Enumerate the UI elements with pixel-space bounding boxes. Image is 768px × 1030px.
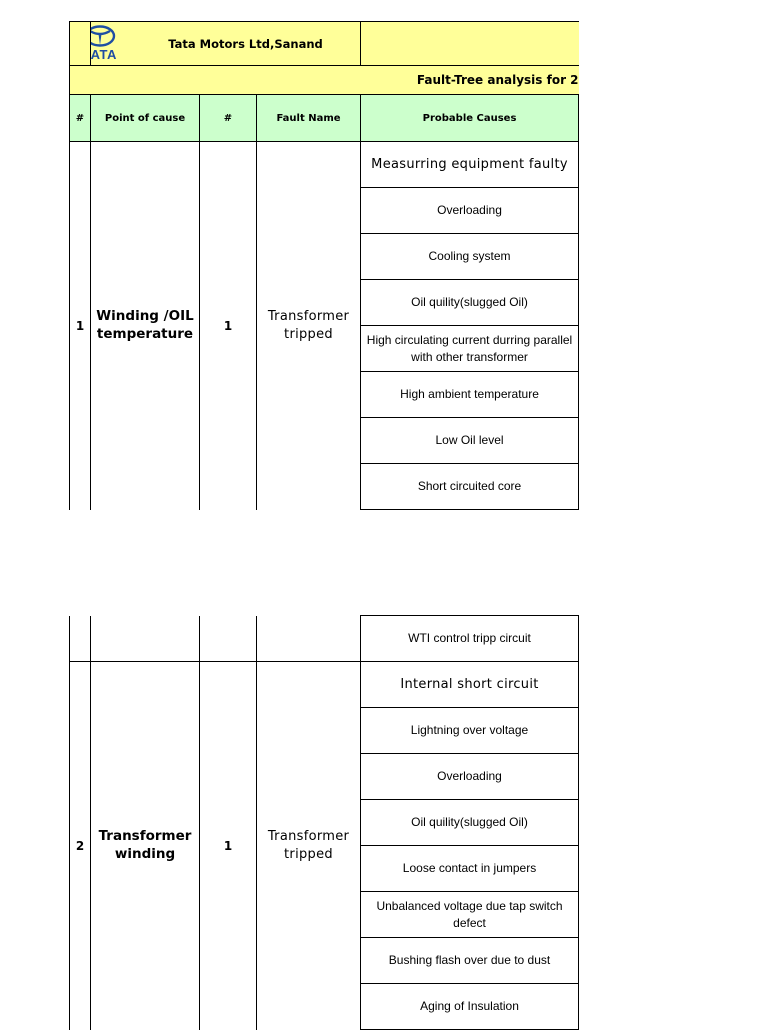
probable-cause: Loose contact in jumpers <box>361 846 579 892</box>
column-header-row <box>70 95 579 142</box>
probable-cause: WTI control tripp circuit <box>361 616 579 662</box>
probable-cause: Low Oil level <box>361 418 579 464</box>
empty-cell <box>70 616 91 662</box>
empty-cell <box>91 616 200 662</box>
fault-name: Transformer tripped <box>257 142 361 510</box>
fault-name: Transformer tripped <box>257 662 361 1030</box>
logo-cell <box>70 22 91 66</box>
probable-cause: Cooling system <box>361 234 579 280</box>
column-header-fault-name: Fault Name <box>257 95 361 142</box>
point-of-cause: Winding /OIL temperature <box>91 142 200 510</box>
company-name: Tata Motors Ltd,Sanand <box>168 36 323 51</box>
fault-number: 1 <box>200 142 257 510</box>
probable-cause: Oil quility(slugged Oil) <box>361 280 579 326</box>
probable-cause: Oil quility(slugged Oil) <box>361 800 579 846</box>
probable-cause: Overloading <box>361 188 579 234</box>
company-title <box>83 22 361 66</box>
empty-cell <box>200 616 257 662</box>
group-number: 2 <box>70 662 91 1030</box>
table-row <box>70 616 579 662</box>
probable-cause: Aging of Insulation <box>361 984 579 1030</box>
probable-cause: Overloading <box>361 754 579 800</box>
company-header-row <box>70 22 579 66</box>
empty-cell <box>257 616 361 662</box>
probable-cause: Measurring equipment faulty <box>361 142 579 188</box>
table-row <box>70 662 579 708</box>
probable-cause: Internal short circuit <box>361 662 579 708</box>
logo-text: TATA <box>83 47 117 61</box>
analysis-title: Fault-Tree analysis for 2 <box>70 66 579 95</box>
probable-cause: Unbalanced voltage due tap switch defect <box>361 892 579 938</box>
column-header-num: # <box>70 95 91 142</box>
group-number: 1 <box>70 142 91 510</box>
subtitle-row <box>70 66 579 95</box>
fault-number: 1 <box>200 662 257 1030</box>
probable-cause: Bushing flash over due to dust <box>361 938 579 984</box>
column-header-point: Point of cause <box>91 95 200 142</box>
header-blank-cell <box>361 22 579 66</box>
column-header-fault-num: # <box>200 95 257 142</box>
table-row <box>70 142 579 188</box>
probable-cause: Lightning over voltage <box>361 708 579 754</box>
probable-cause: High circulating current durring parallel with other transformer <box>361 326 579 372</box>
fault-tree-table-page-1 <box>69 21 579 510</box>
tata-logo-icon <box>70 22 91 62</box>
tata-logo-icon <box>83 23 129 61</box>
fault-tree-table-page-2 <box>69 615 579 1030</box>
probable-cause: High ambient temperature <box>361 372 579 418</box>
point-of-cause: Transformer winding <box>91 662 200 1030</box>
column-header-causes: Probable Causes <box>361 95 579 142</box>
probable-cause: Short circuited core <box>361 464 579 510</box>
